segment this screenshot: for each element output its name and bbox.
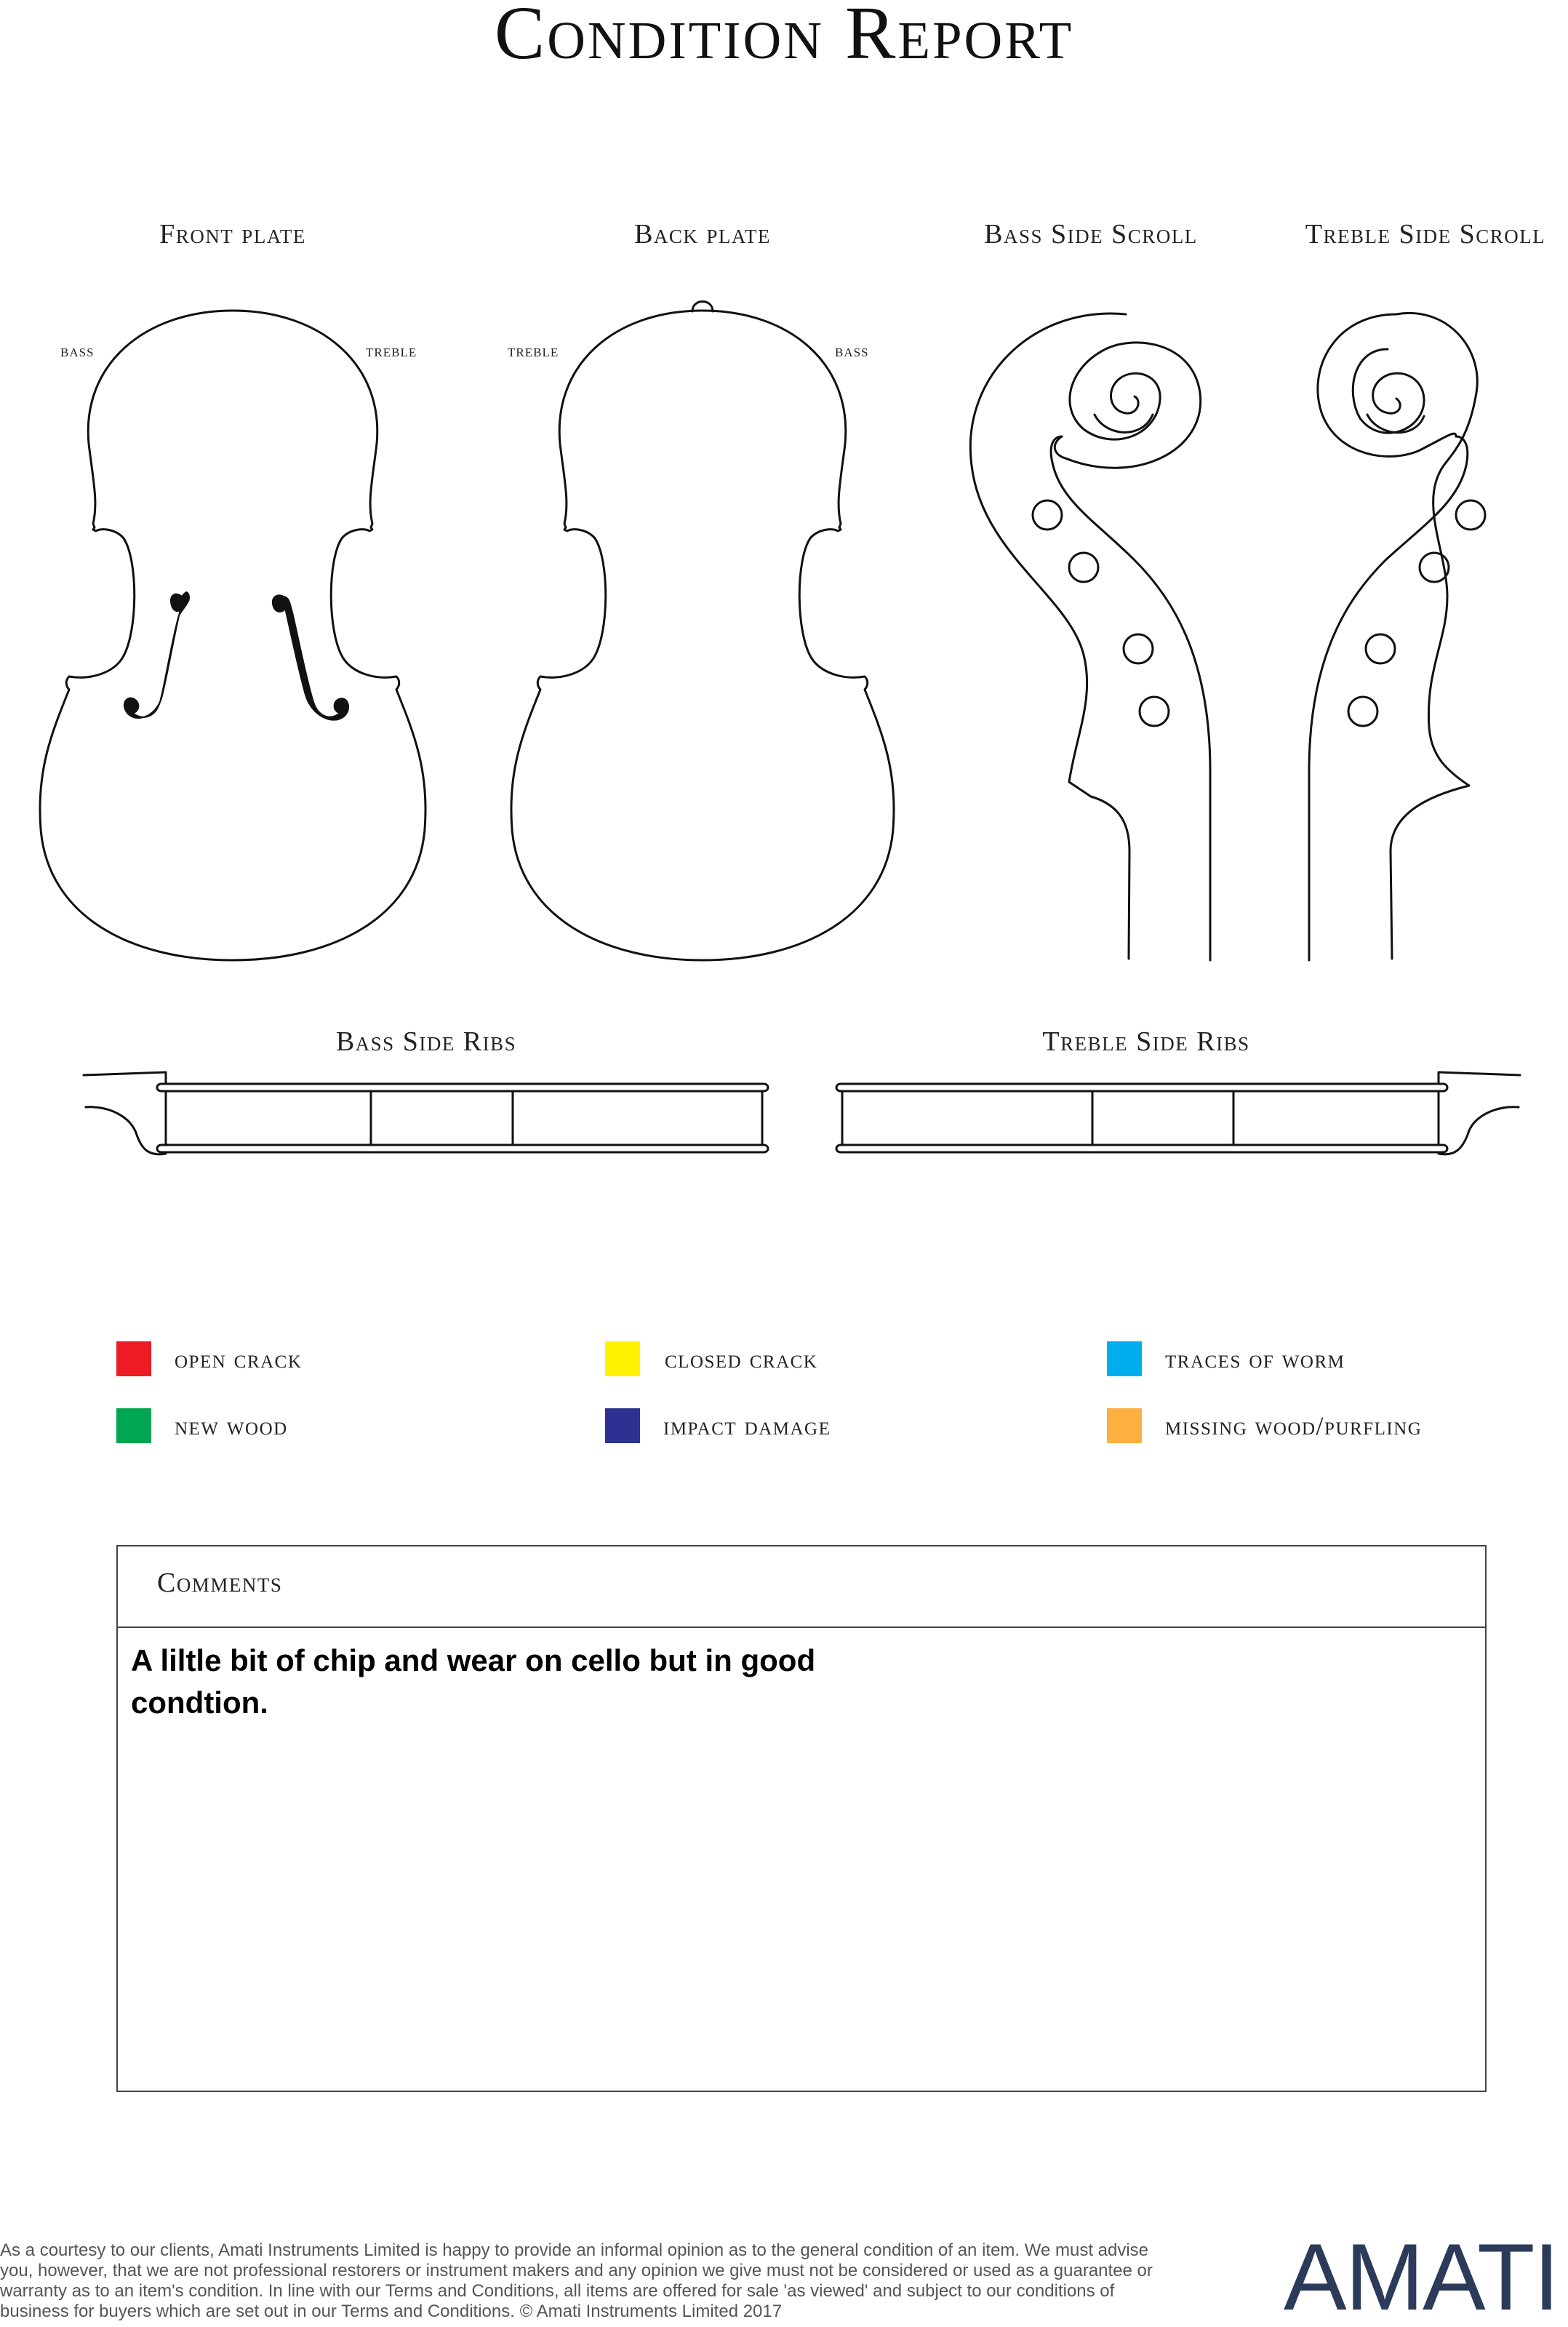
legend-label-traces-of-worm: traces of worm	[1165, 1344, 1345, 1373]
comments-header	[118, 1546, 1485, 1628]
label-bass-side-scroll: Bass Side Scroll	[984, 219, 1198, 250]
legend-swatch-missing-wood-purfling	[1107, 1408, 1142, 1443]
label-treble-side-ribs: Treble Side Ribs	[1042, 1026, 1250, 1057]
back-plate-outline	[511, 311, 894, 960]
f-holes	[124, 592, 348, 719]
label-front-plate: Front plate	[159, 219, 306, 250]
comments-label: Comments	[157, 1568, 283, 1598]
legend-swatch-closed-crack	[605, 1341, 640, 1376]
page-title: Condition Report	[494, 0, 1074, 75]
legend-label-impact-damage: impact damage	[663, 1411, 831, 1440]
legend-label-closed-crack: closed crack	[665, 1344, 818, 1373]
front-plate-outline	[40, 311, 425, 960]
amati-logo: AMATI	[1284, 2227, 1559, 2327]
legend-swatch-new-wood	[116, 1408, 151, 1443]
treble-side-scroll-drawing	[1309, 313, 1485, 960]
treble-side-ribs-drawing	[836, 1072, 1520, 1154]
bass-side-scroll-drawing	[970, 314, 1210, 960]
legend-swatch-traces-of-worm	[1107, 1341, 1142, 1376]
legend-label-open-crack: open crack	[175, 1344, 303, 1373]
legend-label-new-wood: new wood	[175, 1411, 288, 1440]
back-bass-label: bass	[835, 342, 869, 361]
comments-text[interactable]: A liltle bit of chip and wear on cello but in good condtion.	[131, 1643, 816, 1720]
legend-swatch-open-crack	[116, 1341, 151, 1376]
comments-box[interactable]	[116, 1545, 1487, 2092]
front-bass-label: bass	[60, 342, 95, 361]
disclaimer-text: As a courtesy to our clients, Amati Instruments Limited is happy to provide an informal opinion as to the general condition of an item. We must advise you, however, that we are not professional restorers or instrument makers and any opinion we give must not be considered or used as a guarantee or warranty as to an item's condition. In line with our Terms and Conditions, all items are offered for sale 'as viewed' and subject to our conditions of business for buyers which are set out in our Terms and Conditions. © Amati Instruments Limited 2017	[0, 2240, 1153, 2321]
label-bass-side-ribs: Bass Side Ribs	[335, 1026, 517, 1057]
f-hole-treble	[273, 595, 348, 719]
label-treble-side-scroll: Treble Side Scroll	[1305, 219, 1546, 250]
legend-label-missing-wood-purfling: missing wood/purfling	[1165, 1411, 1423, 1440]
front-treble-label: treble	[366, 342, 417, 361]
legend-swatch-impact-damage	[605, 1408, 640, 1443]
bass-side-ribs-drawing	[84, 1072, 768, 1154]
label-back-plate: Back plate	[634, 219, 771, 250]
back-treble-label: treble	[508, 342, 559, 361]
